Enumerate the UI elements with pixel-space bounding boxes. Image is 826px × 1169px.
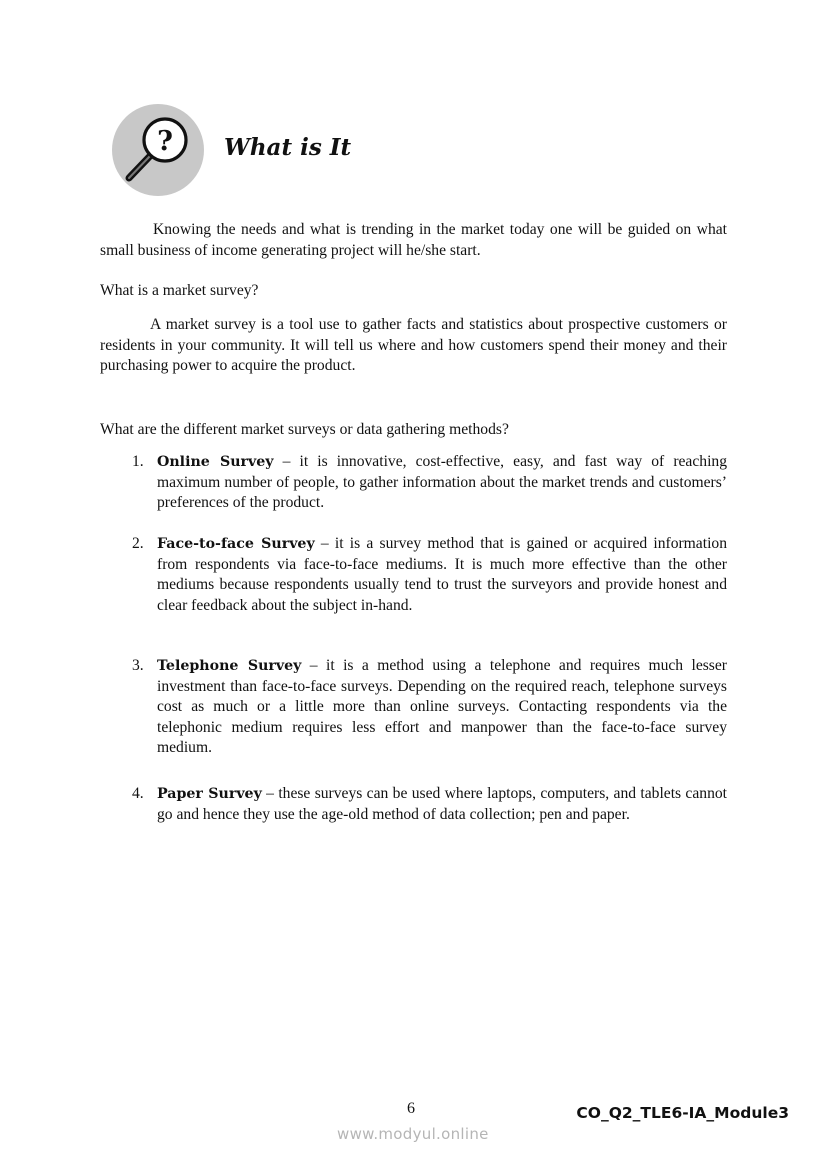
magnifier-question-icon	[112, 104, 204, 196]
description-face-to-face-survey: – it is a survey method that is gained or acquired information from respondents via face-to-face mediums. It is much more effective than the other mediums because respondents usually tend to trust the surveyors and provide honest and clear feedback about the subject in-hand.	[157, 535, 727, 614]
description-online-survey: – it is innovative, cost-effective, easy, and fast way of reaching maximum number of people, to gather information about the market trends and customers’ preferences of the product.	[157, 453, 727, 512]
term-paper-survey: Paper Survey	[157, 786, 262, 802]
description-telephone-survey: – it is a method using a telephone and requires much lesser investment than face-to-face surveys. Depending on the required reach, telephone surveys cost as much or a little more than online surveys. Contacting respondents via the telephonic medium requires less effort and manpower than the face-to-face survey medium.	[157, 657, 727, 757]
methods-question: What are the different market surveys or data gathering methods?	[100, 421, 509, 438]
market-survey-definition: A market survey is a tool use to gather facts and statistics about prospective customers or residents in your community. It will tell us where and how customers spend their money and their purchasing power to acquire the product.	[100, 316, 727, 375]
intro-paragraph: Knowing the needs and what is trending in the market today one will be guided on what small business of income generating project will he/she start.	[100, 221, 727, 259]
list-number: 4.	[132, 785, 144, 802]
term-face-to-face-survey: Face-to-face Survey	[157, 536, 315, 552]
svg-text:?: ?	[157, 126, 173, 157]
description-paper-survey: – these surveys can be used where laptops, computers, and tablets cannot go and hence they use the age-old method of data collection; pen and paper.	[157, 785, 728, 823]
term-telephone-survey: Telephone Survey	[157, 658, 302, 674]
list-number: 2.	[132, 535, 144, 552]
module-code: CO_Q2_TLE6-IA_Module3	[576, 1104, 789, 1122]
watermark: www.modyul.online	[337, 1125, 489, 1143]
list-item-paper-survey	[100, 784, 727, 825]
section-title: What is It	[224, 134, 352, 161]
market-survey-question: What is a market survey?	[100, 282, 259, 299]
term-online-survey: Online Survey	[157, 454, 274, 470]
list-number: 3.	[132, 657, 144, 674]
page-number: 6	[407, 1100, 415, 1117]
list-item-telephone-survey	[100, 656, 727, 759]
list-number: 1.	[132, 453, 144, 470]
list-item-face-to-face-survey	[100, 534, 727, 616]
list-item-online-survey	[100, 452, 727, 514]
